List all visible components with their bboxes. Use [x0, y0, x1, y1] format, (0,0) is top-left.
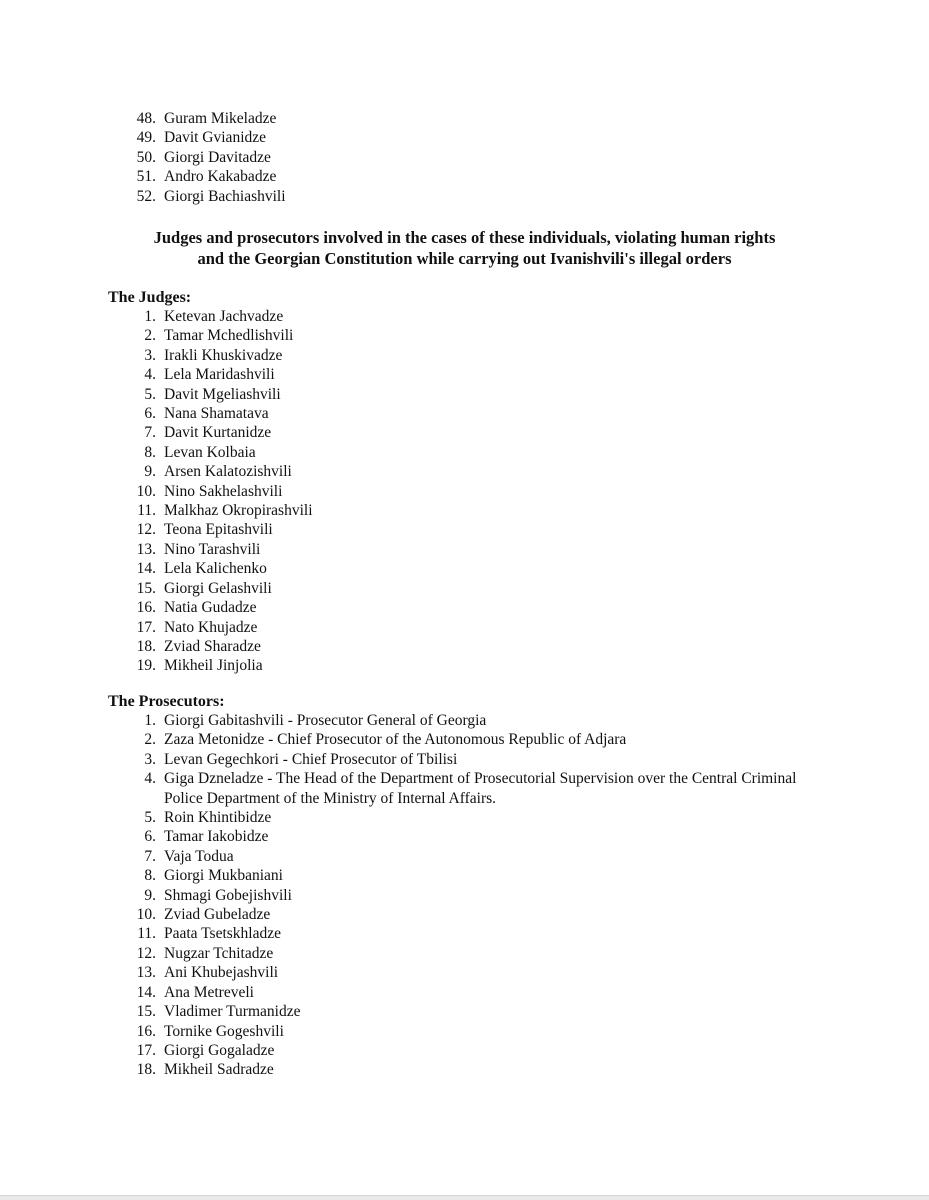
judge-list-item [0, 618, 929, 637]
list-item-text: Nino Tarashvili [164, 540, 261, 558]
list-item-text: Ketevan Jachvadze [164, 308, 284, 325]
list-item-text: Giorgi Gogaladze [164, 1041, 275, 1059]
list-number: 19. [136, 657, 156, 675]
list-number: 1. [144, 308, 156, 325]
list-item-text: Mikheil Jinjolia [164, 657, 263, 675]
judge-list-item [0, 579, 929, 598]
judge-list-item [0, 385, 929, 404]
list-number: 7. [144, 847, 156, 865]
list-item-text: Vaja Todua [164, 847, 234, 865]
list-item-text: Guram Mikeladze [164, 110, 277, 127]
victim-list-item [0, 109, 929, 128]
list-item-text: Natia Gudadze [164, 599, 257, 617]
judge-list-item [0, 346, 929, 365]
prosecutors-label: The Prosecutors: [108, 693, 225, 710]
list-item-text: Mikheil Sadradze [164, 1061, 274, 1079]
list-item-text: Zaza Metonidze - Chief Prosecutor of the Autonomous Republic of Adjara [164, 731, 627, 749]
victims-list-continued [0, 109, 929, 206]
judge-list-item [0, 404, 929, 423]
list-number: 9. [144, 463, 156, 481]
prosecutor-list-item [0, 1022, 929, 1041]
heading-line-2: and the Georgian Constitution while carrying out Ivanishvili's illegal orders [197, 249, 732, 268]
list-item-text: Tamar Mchedlishvili [164, 327, 294, 345]
judge-list-item [0, 482, 929, 501]
list-number: 51. [136, 168, 156, 186]
list-item-text: Giorgi Gabitashvili - Prosecutor General of Georgia [164, 712, 487, 729]
list-item-text: Nino Sakhelashvili [164, 482, 283, 500]
list-item-text: Giorgi Bachiashvili [164, 187, 286, 205]
prosecutor-list-item [0, 1060, 929, 1079]
list-item-text: Ani Khubejashvili [164, 964, 279, 982]
prosecutor-list-item [0, 866, 929, 885]
victim-list-item [0, 128, 929, 147]
list-number: 8. [144, 443, 156, 461]
judge-list-item [0, 637, 929, 656]
list-number: 5. [144, 809, 156, 827]
judge-list-item [0, 598, 929, 617]
list-number: 52. [136, 187, 156, 205]
list-item-text: Giorgi Davitadze [164, 148, 271, 166]
list-number: 2. [144, 327, 156, 345]
list-number: 7. [144, 424, 156, 442]
list-item-text: Levan Gegechkori - Chief Prosecutor of Tbilisi [164, 750, 458, 768]
list-number: 11. [137, 925, 156, 943]
list-number: 12. [136, 944, 156, 962]
list-number: 50. [136, 148, 156, 166]
list-number: 49. [136, 129, 156, 147]
prosecutor-list-item [0, 847, 929, 866]
prosecutor-list-item [0, 924, 929, 943]
judge-list-item [0, 462, 929, 481]
list-item-text: Giorgi Gelashvili [164, 579, 272, 597]
victim-list-item [0, 187, 929, 206]
list-number: 16. [136, 1022, 156, 1040]
list-number: 10. [136, 906, 156, 924]
prosecutor-list-item [0, 750, 929, 769]
judge-list-item [0, 501, 929, 520]
list-item-text: Nato Khujadze [164, 618, 258, 636]
victim-list-item [0, 148, 929, 167]
list-item-text: Paata Tsetskhladze [164, 925, 281, 943]
list-number: 16. [136, 599, 156, 617]
list-item-text: Davit Kurtanidze [164, 424, 272, 442]
list-item-text: Roin Khintibidze [164, 809, 272, 827]
prosecutor-list-item [0, 886, 929, 905]
list-number: 4. [144, 770, 156, 788]
prosecutors-section [0, 711, 929, 1080]
list-number: 18. [136, 1061, 156, 1079]
list-item-text: Andro Kakabadze [164, 168, 277, 186]
numbered-list [0, 109, 929, 206]
list-item-text: Davit Mgeliashvili [164, 385, 281, 403]
list-item-text: Tornike Gogeshvili [164, 1022, 284, 1040]
judge-list-item [0, 365, 929, 384]
list-number: 14. [136, 560, 156, 578]
list-item-text: Teona Epitashvili [164, 521, 273, 539]
list-number: 1. [144, 712, 156, 729]
prosecutor-list-item [0, 905, 929, 924]
list-number: 3. [144, 750, 156, 768]
list-item-text: Zviad Sharadze [164, 637, 261, 655]
list-item-text: Nugzar Tchitadze [164, 944, 274, 962]
judge-list-item [0, 307, 929, 326]
heading-line-1: Judges and prosecutors involved in the cases of these individuals, violating human rights [153, 228, 776, 247]
list-item-text: Arsen Kalatozishvili [164, 463, 292, 481]
list-number: 18. [136, 637, 156, 655]
judge-list-item [0, 520, 929, 539]
list-item-text: Nana Shamatava [164, 405, 269, 423]
list-number: 10. [136, 482, 156, 500]
list-item-text: Davit Gvianidze [164, 129, 267, 147]
list-number: 12. [136, 521, 156, 539]
list-item-text: Tamar Iakobidze [164, 828, 269, 846]
prosecutor-list-item [0, 1041, 929, 1060]
prosecutors-list [0, 711, 929, 1080]
prosecutor-list-item [0, 769, 929, 808]
prosecutor-list-item [0, 808, 929, 827]
list-number: 5. [144, 385, 156, 403]
judge-list-item [0, 326, 929, 345]
judge-list-item [0, 540, 929, 559]
judge-list-item [0, 423, 929, 442]
list-number: 4. [144, 366, 156, 384]
list-item-text: Malkhaz Okropirashvili [164, 502, 313, 520]
list-number: 17. [136, 1041, 156, 1059]
list-item-text: Giorgi Mukbaniani [164, 867, 283, 885]
list-item-text: Levan Kolbaia [164, 443, 256, 461]
prosecutor-list-item [0, 1002, 929, 1021]
list-item-text: Lela Kalichenko [164, 560, 267, 578]
prosecutor-list-item [0, 711, 929, 730]
victim-list-item [0, 167, 929, 186]
list-item-text: Shmagi Gobejishvili [164, 886, 292, 904]
list-number: 48. [136, 110, 156, 127]
judge-list-item [0, 656, 929, 675]
prosecutor-list-item [0, 944, 929, 963]
list-number: 11. [137, 502, 156, 520]
prosecutor-list-item [0, 963, 929, 982]
list-item-text: Ana Metreveli [164, 983, 254, 1001]
list-item-text: Lela Maridashvili [164, 366, 275, 384]
prosecutor-list-item [0, 730, 929, 749]
list-number: 3. [144, 346, 156, 364]
list-number: 13. [136, 964, 156, 982]
list-number: 15. [136, 1003, 156, 1021]
list-item-text: Giga Dzneladze - The Head of the Department of Prosecutorial Supervision over the Central Criminal Police Department of the Ministry of Internal Affairs. [164, 770, 797, 807]
list-item-text: Vladimer Turmanidze [164, 1003, 301, 1021]
list-number: 9. [144, 886, 156, 904]
list-item-text: Zviad Gubeladze [164, 906, 271, 924]
list-number: 13. [136, 540, 156, 558]
list-number: 6. [144, 405, 156, 423]
section-heading [0, 227, 929, 269]
judge-list-item [0, 443, 929, 462]
list-number: 8. [144, 867, 156, 885]
list-number: 17. [136, 618, 156, 636]
list-number: 2. [144, 731, 156, 749]
judges-section [0, 307, 929, 676]
judge-list-item [0, 559, 929, 578]
judges-list [0, 307, 929, 676]
judges-label: The Judges: [108, 289, 192, 306]
list-number: 14. [136, 983, 156, 1001]
prosecutor-list-item [0, 827, 929, 846]
prosecutor-list-item [0, 983, 929, 1002]
list-number: 15. [136, 579, 156, 597]
list-number: 6. [144, 828, 156, 846]
list-item-text: Irakli Khuskivadze [164, 346, 283, 364]
